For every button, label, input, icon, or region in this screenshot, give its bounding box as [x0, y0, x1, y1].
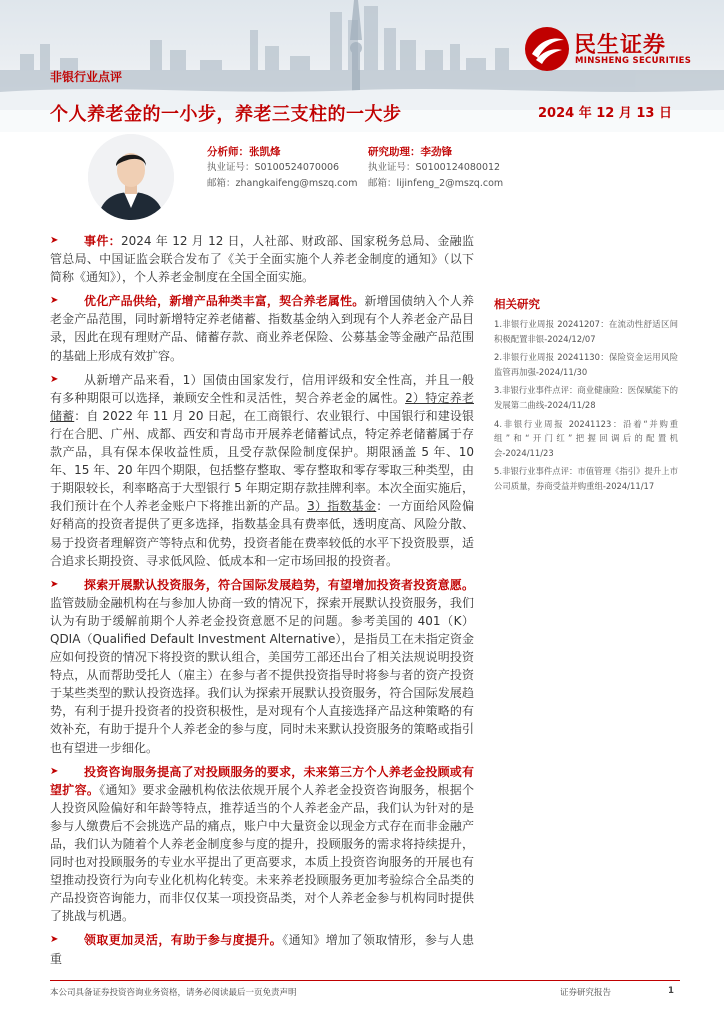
footer-label: 证券研究报告: [560, 988, 612, 998]
analyst-avatar: [88, 134, 174, 220]
report-type: 非银行业点评: [50, 70, 123, 84]
report-date: 2024 年 12 月 13 日: [538, 106, 672, 121]
footer-disclaimer: 本公司具备证券投资咨询业务资格，请务必阅读最后一页免责声明: [50, 988, 297, 998]
header-banner: [0, 0, 724, 132]
analyst-info: [207, 144, 357, 192]
main-body: [50, 232, 474, 974]
related-research-item[interactable]: 2.非银行业周报 20241130：保险资金运用风险监管再加强-2024/11/30: [494, 352, 678, 377]
related-research-item[interactable]: 5.非银行业事件点评：市值管理《指引》提升上市公司质量，券商受益并购重组-2024/11/17: [494, 466, 678, 491]
analyst-name: 分析师：张凯烽: [207, 146, 281, 158]
analyst-email[interactable]: 邮箱：zhangkaifeng@mszq.com: [207, 178, 358, 189]
paragraph-withdrawal: ➤ 领取更加灵活，有助于参与度提升。《通知》增加了领取情形，参与人患重: [50, 933, 474, 966]
page-number: 1: [668, 986, 674, 996]
company-logo: [524, 26, 704, 72]
assistant-name: 研究助理：李劲锋: [368, 146, 452, 158]
related-research: [494, 296, 678, 498]
bullet-arrow-icon: ➤: [50, 235, 59, 246]
logo-text-cn: 民生证券: [574, 33, 667, 58]
related-research-item[interactable]: 4.非银行业周报 20241123：沿着“并购重组”和“开门红”把握回调后的配置机会-2024/11/23: [494, 418, 678, 458]
paragraph-event: ➤ 事件：2024 年 12 月 12 日，人社部、财政部、国家税务总局、金融监管总局、中国证监会联合发布了《关于全面实施个人养老金制度的通知》（以下简称《通知》），个人养老金制度在全国全面实施。: [50, 234, 474, 285]
bullet-arrow-icon: ➤: [50, 765, 59, 777]
analyst-cert: 执业证号：S0100524070006: [207, 162, 340, 173]
assistant-email[interactable]: 邮箱：lijinfeng_2@mszq.com: [368, 178, 504, 189]
paragraph-product-supply: ➤ 优化产品供给，新增产品种类丰富，契合养老属性。新增国债纳入个人养老金产品范围，同时新增特定养老储蓄、指数基金纳入到现有个人养老金产品目录，因此在现有理财产品、储蓄存款、商业养老保险、公募基金等金融产品范围的基础上形成有效扩容。: [50, 294, 474, 363]
assistant-info: [368, 144, 503, 192]
related-research-item[interactable]: 3.非银行业事件点评：商业健康险：医保赋能下的发展第二曲线-2024/11/28: [494, 385, 678, 410]
assistant-cert: 执业证号：S0100124080012: [368, 162, 501, 173]
logo-icon: [524, 26, 570, 72]
logo-text-en: MINSHENG SECURITIES: [575, 56, 692, 66]
report-title: 个人养老金的一小步，养老三支柱的一大步: [50, 104, 402, 125]
bullet-arrow-icon: ➤: [50, 578, 59, 590]
bullet-arrow-icon: ➤: [50, 295, 59, 307]
paragraph-default-investment: ➤ 探索开展默认投资服务，符合国际发展趋势，有望增加投资者投资意愿。监管鼓励金融机构在与参加人协商一致的情况下，探索开展默认投资服务，我们认为有助于缓解前期个人养老金投资意愿不足的问题。参考美国的 401（K）QDIA（Qualified Default Investment Alternative），是指员工在未指定资金应如何投资的情况下将投资的默认组合，美国劳工部还出台了相关法规说明投资特点，从而帮助受托人（雇主）在参与者不提供投资指导时将参与者的资产投资于某些类型的默认投资选择。我们认为探索开展默认投资服务，符合国际发展趋势，有利于提升投资者的投资积极性，是对现有个人直接选择产品这种策略的有效补充，有助于提升个人养老金的参与度，同时未来默认投资服务的策略或指引也有望进一步细化。: [50, 577, 474, 755]
paragraph-advisory: ➤ 投资咨询服务提高了对投顾服务的要求，未来第三方个人养老金投顾或有望扩容。《通知》要求金融机构依法依规开展个人养老金投资咨询服务，根据个人投资风险偏好和年龄等特点，推荐适当的个人养老金产品，我们认为针对的是参与人缴费后不会挑选产品的痛点，账户中大量资金以现金方式存在而非金融产品，我们认为随着个人养老金制度参与度的提升，投顾服务的需求将持续提升，同时也对投顾服务的专业水平提出了更高要求，本质上投资咨询服务的开展也有望推动投资行为向专业化机构化转变。未来养老投顾服务更加考验综合全品类的产品投资咨询能力，而非仅仅某一项投资品类，对个人养老金参与机构同时提供了挑战与机遇。: [50, 764, 474, 924]
footer-divider: [50, 980, 680, 981]
paragraph-new-products: ➤ 从新增产品来看，1）国债由国家发行，信用评级和安全性高，并且一般有多种期限可以选择，兼顾安全性和灵活性，契合养老金的属性。2）特定养老储蓄：自 2022 年 11 月 20 日起，在工商银行、农业银行、中国银行和建设银行在合肥、广州、成都、西安和青岛市开展养老储蓄试点，特定养老储蓄属于存款产品，具有保本保收益性质，且受存款保险制度保护。期限涵盖 5 年、10 年、15 年、20 年四个期限，包括整存整取、零存整取和零存零取三种类型，由于期限较长，利率略高于大型银行 5 年期定期存款挂牌利率。本次全面实施后，我们预计在个人养老金账户下将推出新的产品。3）指数基金：一方面给风险偏好稍高的投资者提供了更多选择，指数基金具有费率低，透明度高、风险分散、易于投资者理解资产等特点和优势，投资者能在费率较低的水平下投资股票，适合追求长期投资、寻求低风险、低成本和一定市场回报的投资者。: [50, 372, 474, 568]
related-research-item[interactable]: 1.非银行业周报 20241207：在流动性舒适区间积极配置非银-2024/12/07: [494, 319, 678, 344]
bullet-arrow-icon: ➤: [50, 934, 59, 946]
related-research-title: 相关研究: [494, 297, 540, 311]
bullet-arrow-icon: ➤: [50, 373, 59, 385]
